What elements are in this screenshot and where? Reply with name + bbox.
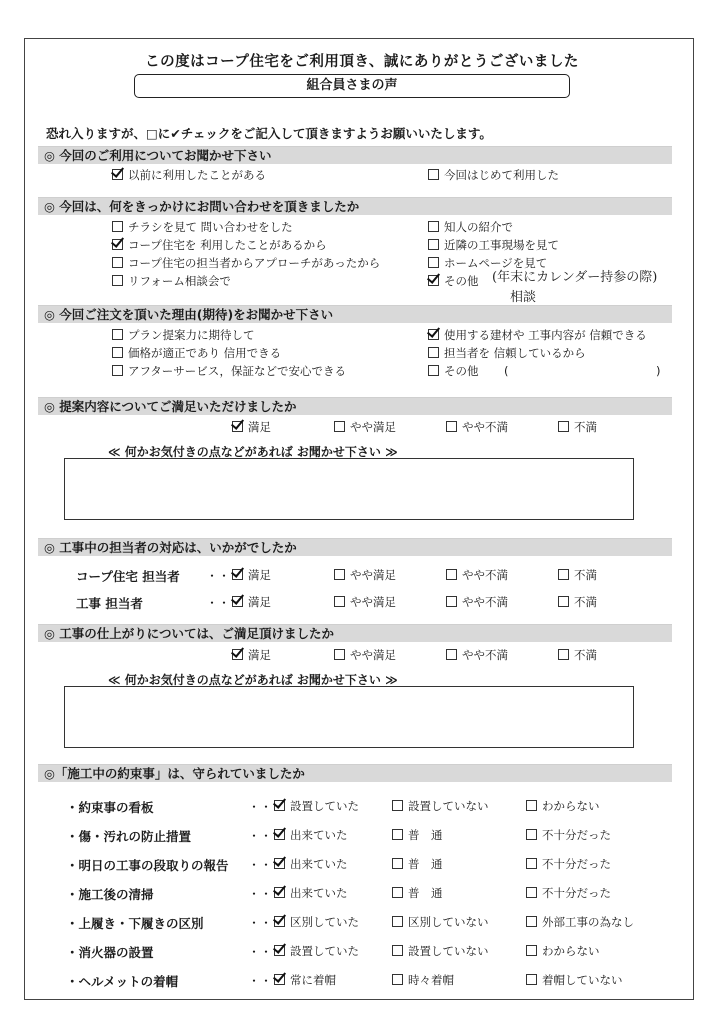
leader-dots: ・・・ [206, 569, 243, 583]
checkbox-checked[interactable] [232, 421, 243, 432]
option-used-coop[interactable]: コープ住宅を 利用したことがあるから [112, 238, 327, 252]
promise-row-label: ・消火器の設置 [66, 945, 154, 960]
option-flyer[interactable]: チラシを見て 問い合わせをした [112, 220, 293, 234]
checkbox-checked[interactable] [428, 275, 439, 286]
promise-option[interactable]: 着帽していない [526, 973, 623, 987]
paren-close: ) [656, 364, 661, 378]
promise-option[interactable]: 出来ていた [274, 886, 348, 900]
option-materials-trust[interactable]: 使用する建材や 工事内容が 信頼できる [428, 328, 647, 342]
checkbox[interactable] [558, 649, 569, 660]
section-heading-staff: ◎ 工事中の担当者の対応は、いかがでしたか [38, 538, 672, 556]
leader-dots: ・・・ [248, 858, 285, 872]
promise-option[interactable]: 区別していない [392, 915, 489, 929]
option-trust-staff[interactable]: 担当者を 信頼しているから [428, 346, 586, 360]
promise-option[interactable]: 設置していた [274, 799, 359, 813]
checkbox[interactable] [392, 916, 403, 927]
promise-option[interactable]: 時々着帽 [392, 973, 454, 987]
section-heading-reason: ◎ 今回ご注文を頂いた理由(期待)をお聞かせ下さい [38, 305, 672, 323]
checkbox[interactable] [558, 421, 569, 432]
checkbox[interactable] [112, 275, 123, 286]
checkbox[interactable] [112, 365, 123, 376]
checkbox[interactable] [446, 569, 457, 580]
checkbox[interactable] [428, 257, 439, 268]
option-reform-fair[interactable]: リフォーム相談会で [112, 274, 231, 288]
promise-option[interactable]: 出来ていた [274, 857, 348, 871]
promise-option[interactable]: 普 通 [392, 886, 443, 900]
promise-option[interactable]: 設置していた [274, 944, 359, 958]
checkbox[interactable] [526, 974, 537, 985]
checkbox[interactable] [334, 569, 345, 580]
checkbox[interactable] [526, 916, 537, 927]
promise-option[interactable]: 普 通 [392, 828, 443, 842]
rating-dissatisfied[interactable]: 不満 [558, 420, 597, 434]
section-heading-finish: ◎ 工事の仕上がりについては、ご満足頂けましたか [38, 624, 672, 642]
checkbox[interactable] [446, 596, 457, 607]
checkbox-checked[interactable] [112, 239, 123, 250]
option-after-service[interactable]: アフターサービス，保証などで安心できる [112, 364, 346, 378]
finish-rating-satisfied[interactable]: 満足 [232, 648, 271, 662]
checkbox[interactable] [334, 649, 345, 660]
checkbox[interactable] [526, 887, 537, 898]
promise-option[interactable]: 不十分だった [526, 886, 611, 900]
leader-dots: ・・・ [248, 916, 285, 930]
comment-box-finish[interactable] [64, 686, 634, 748]
worker-rating-somewhat-satisfied[interactable]: やや満足 [334, 595, 396, 609]
option-first-time[interactable]: 今回はじめて利用した [428, 168, 559, 182]
option-referral[interactable]: 知人の紹介で [428, 220, 513, 234]
checkbox[interactable] [428, 169, 439, 180]
checkbox[interactable] [428, 365, 439, 376]
staff-rating-somewhat-dissatisfied[interactable]: やや不満 [446, 568, 508, 582]
staff-rating-satisfied[interactable]: 満足 [232, 568, 271, 582]
promise-row-label: ・ヘルメットの着帽 [66, 974, 179, 989]
checkbox-checked[interactable] [274, 858, 285, 869]
option-plan-proposal[interactable]: プラン提案力に期待して [112, 328, 255, 342]
leader-dots: ・・・ [248, 974, 285, 988]
worker-rating-somewhat-dissatisfied[interactable]: やや不満 [446, 595, 508, 609]
checkbox-checked[interactable] [428, 329, 439, 340]
section-heading-usage: ◎ 今回のご利用についてお聞かせ下さい [38, 146, 672, 164]
checkbox[interactable] [392, 945, 403, 956]
promise-row-label: ・明日の工事の段取りの報告 [66, 858, 229, 873]
worker-rating-dissatisfied[interactable]: 不満 [558, 595, 597, 609]
checkbox-checked[interactable] [232, 569, 243, 580]
checkbox[interactable] [112, 221, 123, 232]
row-label-construction-staff: 工事 担当者 [76, 596, 143, 611]
checkbox[interactable] [112, 329, 123, 340]
promise-option[interactable]: 不十分だった [526, 828, 611, 842]
checkbox[interactable] [526, 945, 537, 956]
option-other-reason[interactable]: その他 [428, 364, 479, 378]
worker-rating-satisfied[interactable]: 満足 [232, 595, 271, 609]
checkbox[interactable] [334, 596, 345, 607]
checkbox[interactable] [558, 596, 569, 607]
checkbox-checked[interactable] [232, 596, 243, 607]
checkbox[interactable] [112, 257, 123, 268]
instructions: 恐れ入りますが、□に✔チェックをご記入して頂きますようお願いいたします。 [46, 126, 492, 141]
option-approach[interactable]: コープ住宅の担当者からアプローチがあったから [112, 256, 380, 270]
promise-option[interactable]: 出来ていた [274, 828, 348, 842]
checkbox[interactable] [428, 239, 439, 250]
checkbox[interactable] [392, 974, 403, 985]
leader-dots: ・・・ [248, 800, 285, 814]
option-nearby-site[interactable]: 近隣の工事現場を見て [428, 238, 559, 252]
checkbox[interactable] [392, 858, 403, 869]
leader-dots: ・・・ [206, 596, 243, 610]
checkbox[interactable] [526, 858, 537, 869]
promise-row-label: ・上履き・下履きの区別 [66, 916, 204, 931]
staff-rating-dissatisfied[interactable]: 不満 [558, 568, 597, 582]
section-heading-trigger: ◎ 今回は、何をきっかけにお問い合わせを頂きましたか [38, 197, 672, 215]
promise-option[interactable]: 不十分だった [526, 857, 611, 871]
leader-dots: ・・・ [248, 829, 285, 843]
promise-option[interactable]: わからない [526, 799, 600, 813]
staff-rating-somewhat-satisfied[interactable]: やや満足 [334, 568, 396, 582]
promise-option[interactable]: わからない [526, 944, 600, 958]
handwritten-note: (年末にカレンダー持参の際) [492, 270, 658, 285]
promise-option[interactable]: 常に着帽 [274, 973, 336, 987]
checkbox[interactable] [446, 649, 457, 660]
checkbox-checked[interactable] [274, 829, 285, 840]
checkbox[interactable] [392, 887, 403, 898]
promise-row-label: ・約束事の看板 [66, 800, 154, 815]
section-heading-promises: ◎「施工中の約束事」は、守られていましたか [38, 764, 672, 782]
leader-dots: ・・・ [248, 945, 285, 959]
promise-option[interactable]: 普 通 [392, 857, 443, 871]
promise-option[interactable]: 設置していない [392, 799, 489, 813]
checkbox-checked[interactable] [274, 945, 285, 956]
promise-option[interactable]: 設置していない [392, 944, 489, 958]
checkbox[interactable] [112, 347, 123, 358]
form-subtitle: 組合員さまの声 [134, 74, 570, 98]
checkbox[interactable] [446, 421, 457, 432]
finish-rating-somewhat-satisfied[interactable]: やや満足 [334, 648, 396, 662]
checkbox-checked[interactable] [274, 916, 285, 927]
row-label-coop-staff: コープ住宅 担当者 [76, 569, 180, 584]
checkbox-checked[interactable] [274, 974, 285, 985]
finish-rating-dissatisfied[interactable]: 不満 [558, 648, 597, 662]
comment-box-proposal[interactable] [64, 458, 634, 520]
option-homepage[interactable]: ホームページを見て [428, 256, 547, 270]
checkbox[interactable] [526, 829, 537, 840]
option-other[interactable]: その他 [428, 274, 479, 288]
handwritten-note-2: 相談 [510, 290, 537, 305]
checkbox[interactable] [392, 829, 403, 840]
checkbox-checked[interactable] [112, 169, 123, 180]
leader-dots: ・・・ [248, 887, 285, 901]
option-fair-price[interactable]: 価格が適正であり 信用できる [112, 346, 281, 360]
promise-option[interactable]: 外部工事の為なし [526, 915, 634, 929]
paren-open: ( [504, 364, 509, 378]
comment-label: ≪ 何かお気付きの点などがあれば お聞かせ下さい ≫ [108, 445, 398, 459]
promise-row-label: ・傷・汚れの防止措置 [66, 829, 192, 844]
checkbox[interactable] [526, 800, 537, 811]
checkbox[interactable] [558, 569, 569, 580]
section-heading-proposal: ◎ 提案内容についてご満足いただけましたか [38, 397, 672, 415]
rating-somewhat-dissatisfied[interactable]: やや不満 [446, 420, 508, 434]
checkbox[interactable] [428, 221, 439, 232]
checkbox[interactable] [334, 421, 345, 432]
checkbox[interactable] [392, 800, 403, 811]
rating-satisfied[interactable]: 満足 [232, 420, 271, 434]
promise-option[interactable]: 区別していた [274, 915, 359, 929]
checkbox-checked[interactable] [274, 887, 285, 898]
finish-rating-somewhat-dissatisfied[interactable]: やや不満 [446, 648, 508, 662]
checkbox[interactable] [428, 347, 439, 358]
checkbox-checked[interactable] [232, 649, 243, 660]
rating-somewhat-satisfied[interactable]: やや満足 [334, 420, 396, 434]
comment-label: ≪ 何かお気付きの点などがあれば お聞かせ下さい ≫ [108, 673, 398, 687]
promise-row-label: ・施工後の清掃 [66, 887, 154, 902]
form-title: この度はコープ住宅をご利用頂き、誠にありがとうございました [145, 54, 579, 70]
option-used-before[interactable]: 以前に利用したことがある [112, 168, 266, 182]
checkbox-checked[interactable] [274, 800, 285, 811]
